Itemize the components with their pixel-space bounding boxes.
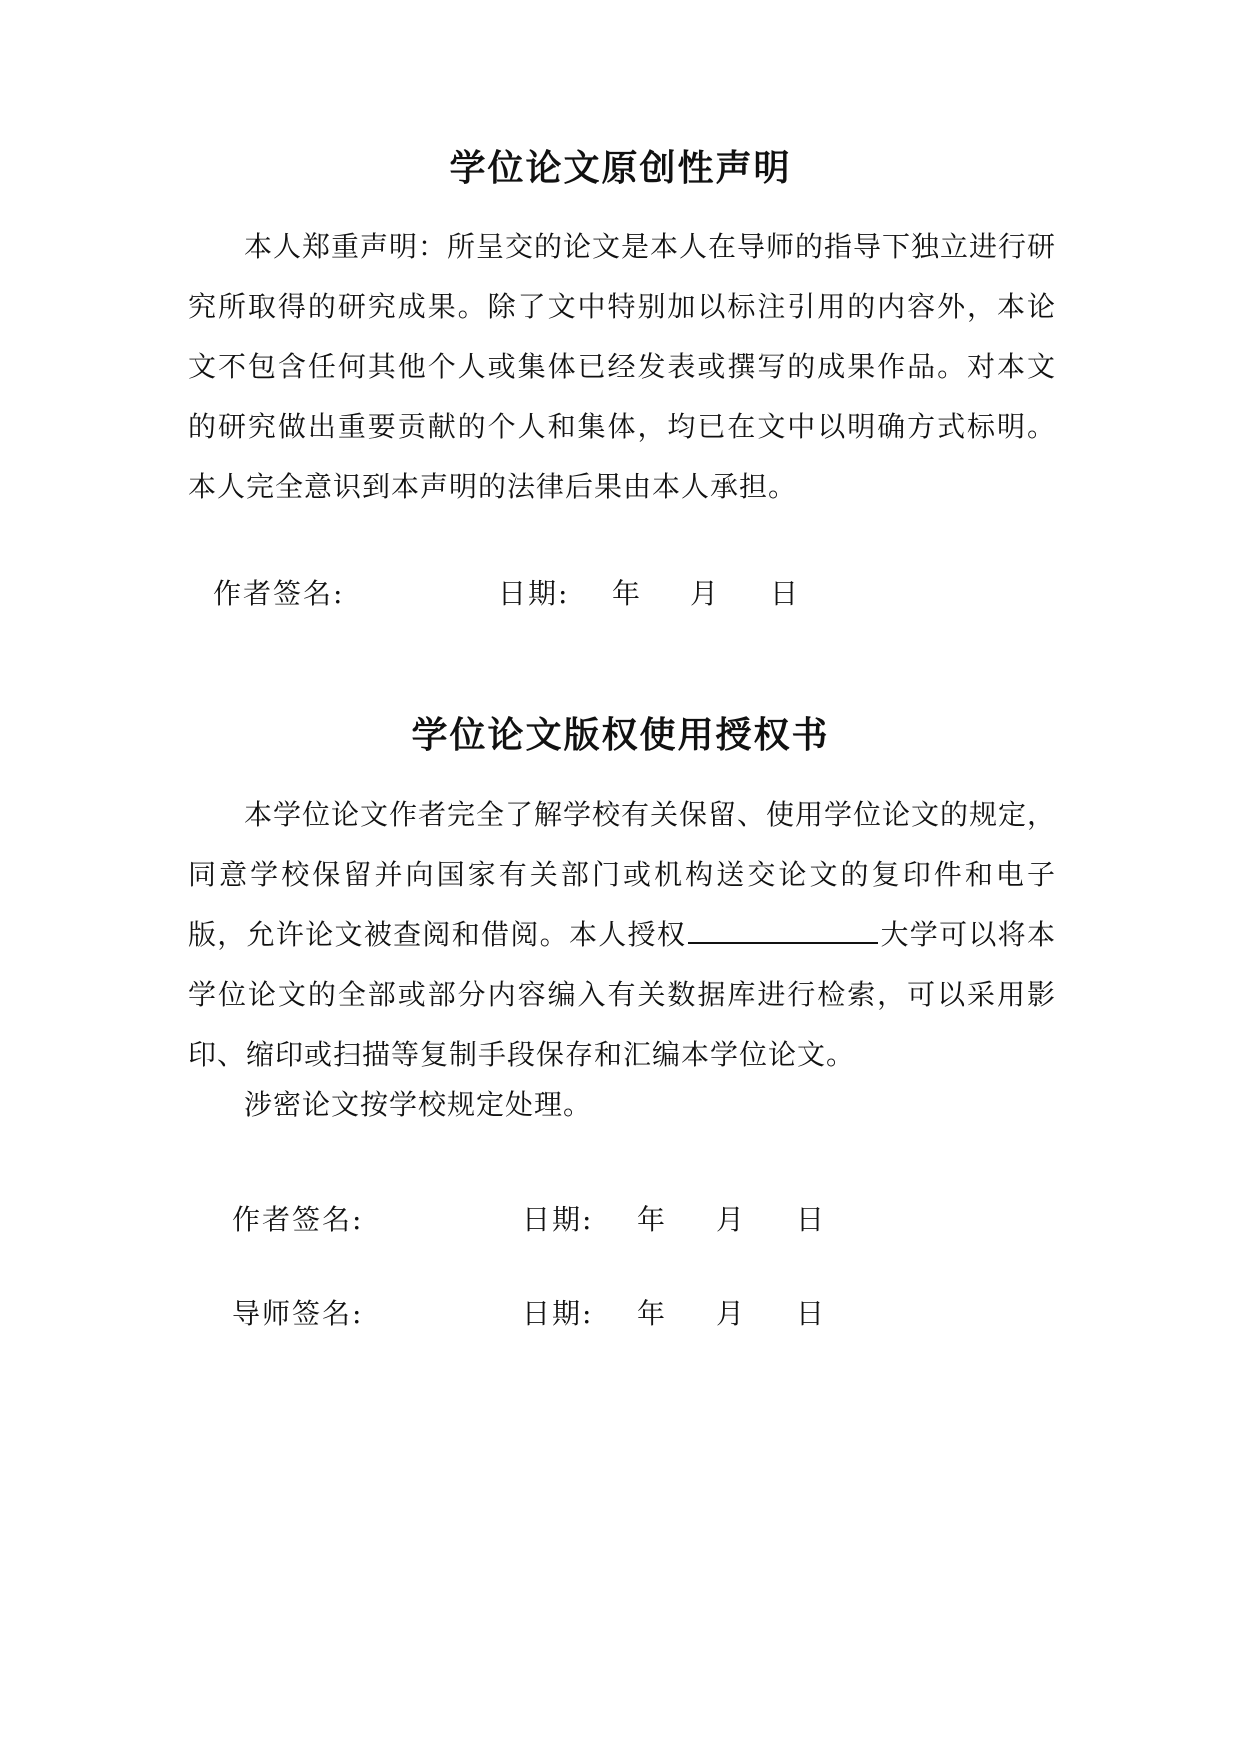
- month-label: 月: [716, 1297, 747, 1330]
- date-label: 日期:: [522, 1297, 594, 1330]
- declaration-signature-line: [0, 572, 1241, 612]
- university-name-blank: [688, 916, 878, 944]
- date-label: 日期:: [522, 1203, 594, 1236]
- year-label: 年: [637, 1297, 668, 1330]
- date-label: 日期:: [498, 577, 570, 610]
- authorization-title: 学位论文版权使用授权书: [411, 714, 830, 756]
- day-label: 日: [796, 1297, 827, 1330]
- authorization-advisor-signature-line: [0, 1292, 1241, 1332]
- authorization-author-signature-line: [0, 1198, 1241, 1238]
- day-label: 日: [770, 577, 801, 610]
- authorization-body-part1: 本学位论文作者完全了解学校有关保留、使用学位论文的规定，同意学校保留并向国家有关部门或机构送交论文的复印件和电子版，允许论文被查阅和借阅。本人授权: [188, 798, 1057, 951]
- advisor-signature-label: 导师签名:: [232, 1297, 364, 1330]
- day-label: 日: [796, 1203, 827, 1236]
- author-signature-label: 作者签名:: [232, 1203, 364, 1236]
- authorization-body-part2: 大学可以将本学位论文的全部或部分内容编入有关数据库进行检索，可以采用影印、缩印或扫描等复制手段保存和汇编本学位论文。: [188, 918, 1056, 1071]
- year-label: 年: [612, 577, 643, 610]
- year-label: 年: [637, 1203, 668, 1236]
- declaration-title: 学位论文原创性声明: [449, 147, 792, 189]
- author-signature-label: 作者签名:: [213, 577, 345, 610]
- month-label: 月: [690, 577, 721, 610]
- declaration-body: 本人郑重声明：所呈交的论文是本人在导师的指导下独立进行研究所取得的研究成果。除了文中特别加以标注引用的内容外，本论文不包含任何其他个人或集体已经发表或撰写的成果作品。对本文的研究做出重要贡献的个人和集体，均已在文中以明确方式标明。本人完全意识到本声明的法律后果由本人承担。: [188, 230, 1057, 503]
- authorization-body: [188, 785, 1056, 1085]
- month-label: 月: [716, 1203, 747, 1236]
- secret-note: 涉密论文按学校规定处理。: [244, 1088, 593, 1121]
